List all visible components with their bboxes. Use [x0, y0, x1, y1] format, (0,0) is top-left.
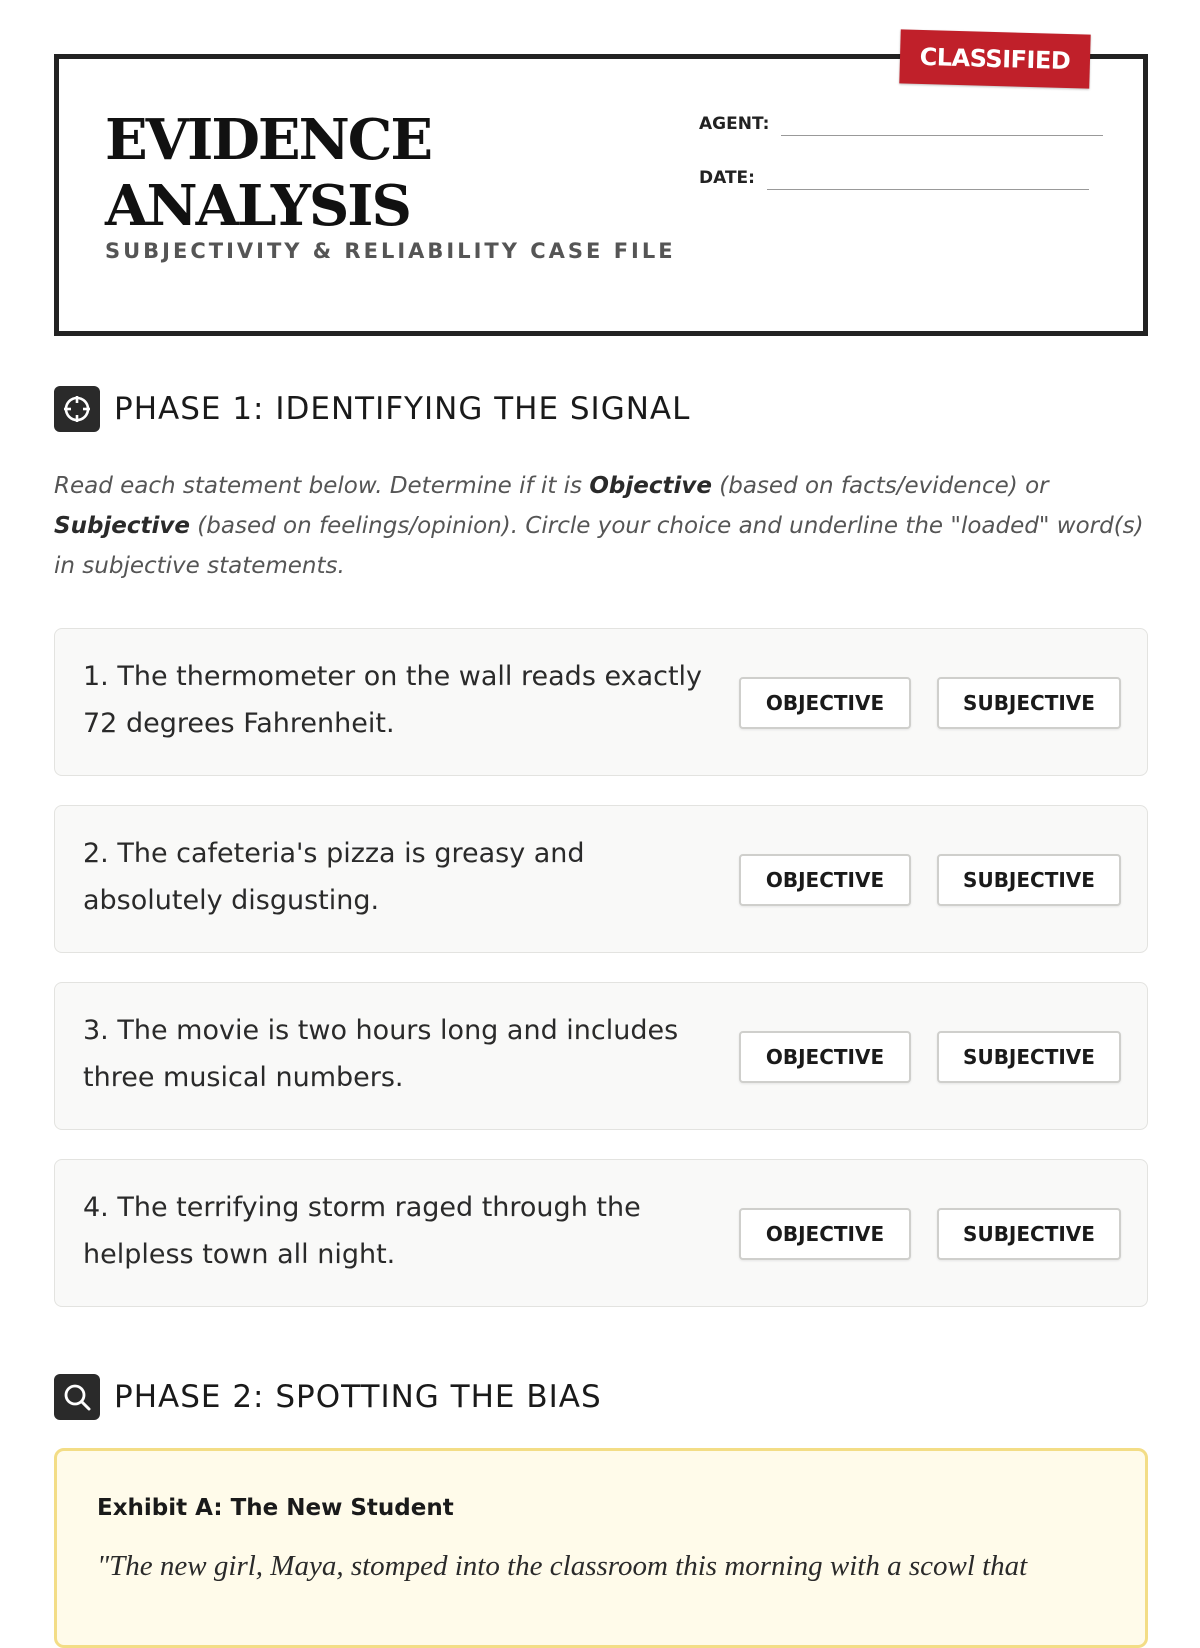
instructions-objective-word: Objective — [589, 473, 712, 499]
agent-blank-line — [781, 109, 1103, 136]
phase1-title: PHASE 1: IDENTIFYING THE SIGNAL — [114, 391, 691, 427]
statement-text: 3. The movie is two hours long and includes three musical numbers. — [83, 1015, 679, 1093]
agent-field — [699, 109, 1103, 136]
objective-button[interactable]: OBJECTIVE — [739, 1208, 911, 1260]
date-field — [699, 163, 1089, 190]
statement-card-1 — [54, 628, 1148, 776]
objective-button[interactable]: OBJECTIVE — [739, 677, 911, 729]
agent-label: AGENT: — [699, 114, 770, 134]
statement-card-3 — [54, 982, 1148, 1130]
exhibit-title: Exhibit A: The New Student — [97, 1495, 454, 1521]
date-label: DATE: — [699, 168, 755, 188]
page-title — [105, 107, 431, 239]
instructions-part-2: (based on facts/evidence) or — [711, 473, 1049, 499]
instructions-part-3: (based on feelings/opinion). Circle your choice and underline the "loaded" word(s) in subjective statements. — [54, 513, 1144, 579]
statement-text: 1. The thermometer on the wall reads exactly 72 degrees Fahrenheit. — [83, 661, 703, 739]
subjective-button[interactable]: SUBJECTIVE — [937, 854, 1121, 906]
statement-text: 4. The terrifying storm raged through the helpless town all night. — [83, 1192, 641, 1270]
phase1-header — [54, 386, 690, 432]
instructions-part-1: Read each statement below. Determine if it is — [54, 473, 590, 499]
phase2-title: PHASE 2: SPOTTING THE BIAS — [114, 1379, 602, 1415]
classified-stamp: CLASSIFIED — [899, 29, 1090, 88]
statement-text: 2. The cafeteria's pizza is greasy and absolutely disgusting. — [83, 838, 585, 916]
crosshair-icon — [54, 386, 100, 432]
objective-button[interactable]: OBJECTIVE — [739, 854, 911, 906]
exhibit-quote: "The new girl, Maya, stomped into the classroom this morning with a scowl that — [97, 1550, 1028, 1582]
date-blank-line — [767, 163, 1089, 190]
subjective-button[interactable]: SUBJECTIVE — [937, 1031, 1121, 1083]
case-file-header — [54, 54, 1148, 336]
statement-card-2 — [54, 805, 1148, 953]
subjective-button[interactable]: SUBJECTIVE — [937, 1208, 1121, 1260]
statement-card-4 — [54, 1159, 1148, 1307]
phase2-header — [54, 1374, 602, 1420]
phase1-instructions — [54, 466, 1144, 586]
search-icon — [54, 1374, 100, 1420]
instructions-subjective-word: Subjective — [54, 513, 190, 539]
page-subtitle: SUBJECTIVITY & RELIABILITY CASE FILE — [105, 239, 676, 263]
title-line-1: EVIDENCE — [105, 107, 432, 173]
objective-button[interactable]: OBJECTIVE — [739, 1031, 911, 1083]
title-line-2: ANALYSIS — [105, 173, 410, 239]
subjective-button[interactable]: SUBJECTIVE — [937, 677, 1121, 729]
exhibit-a-box — [54, 1448, 1148, 1648]
